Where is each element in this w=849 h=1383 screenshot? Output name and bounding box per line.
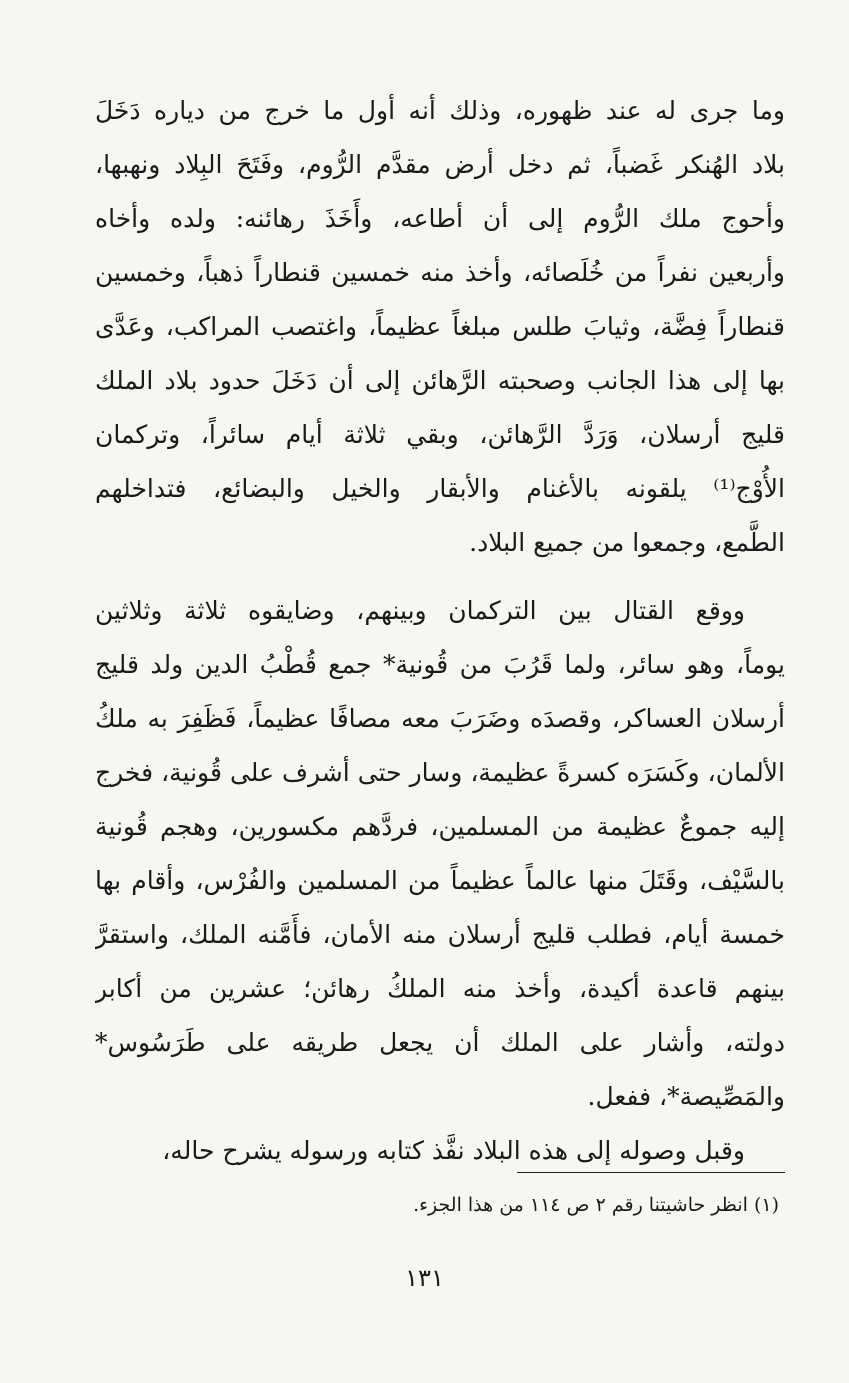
text-line: الطَّمع، وجمعوا من جميع البلاد.: [469, 528, 785, 557]
text-line: وأربعين نفراً من خُلَصائه، وأخذ منه خمسين قنطاراً ذهباً، وخمسين: [95, 258, 785, 287]
text-line: بالسَّيْف، وقَتَلَ منها عالماً عظيماً من المسلمين والفُرْس، وأقام بها: [95, 866, 785, 895]
text-line: الألمان، وكَسَرَه كسرةً عظيمة، وسار حتى أشرف على قُونية، فخرج: [95, 758, 785, 787]
page-number: ١٣١: [405, 1264, 444, 1292]
footnote: (١) انظر حاشيتنا رقم ٢ ص ١١٤ من هذا الجزء.: [413, 1194, 779, 1216]
text-line: بها إلى هذا الجانب وصحبته الرَّهائن إلى أن دَخَلَ حدود بلاد الملك: [95, 366, 785, 395]
text-line: قليج أرسلان، وَرَدَّ الرَّهائن، وبقي ثلاثة أيام سائراً، وتركمان: [95, 420, 785, 449]
text-line: خمسة أيام، فطلب قليج أرسلان منه الأمان، فأَمَّنه الملك، واستقرَّ: [95, 920, 785, 949]
paragraph-3: [95, 1124, 785, 1178]
text-line: وما جرى له عند ظهوره، وذلك أنه أول ما خرج من دياره دَخَلَ: [95, 96, 785, 125]
text-line: ووقع القتال بين التركمان وبينهم، وضايقوه ثلاثة وثلاثين: [95, 596, 745, 625]
text-line: والمَصِّيصة*، ففعل.: [587, 1082, 785, 1111]
text-line: قنطاراً فِضَّة، وثيابَ طلس مبلغاً عظيماً، واغتصب المراكب، وعَدَّى: [95, 312, 785, 341]
text-line: أرسلان العساكر، وقصدَه وضَرَبَ معه مصافًا عظيماً، فَظَفِرَ به ملكُ: [95, 704, 785, 733]
paragraph-1: [95, 84, 785, 570]
text-line: وقبل وصوله إلى هذه البلاد نفَّذ كتابه ورسوله يشرح حاله،: [162, 1136, 745, 1165]
paragraph-gap: [95, 570, 785, 584]
paragraph-2: [95, 584, 785, 1124]
text-line: يوماً، وهو سائر، ولما قَرُبَ من قُونية* جمع قُطْبُ الدين ولد قليج: [95, 650, 785, 679]
text-line: وأحوج ملك الرُّوم إلى أن أطاعه، وأَخَذَ رهائنه: ولده وأخاه: [95, 204, 785, 233]
text-line: بلاد الهُنكر غَضباً، ثم دخل أرض مقدَّم الرُّوم، وفَتَحَ البِلاد ونهبها،: [95, 150, 785, 179]
footnote-divider: [517, 1172, 785, 1173]
main-text: [95, 84, 785, 1178]
text-line: الأُوْج⁽¹⁾ يلقونه بالأغنام والأبقار والخيل والبضائع، فتداخلهم: [95, 474, 785, 503]
text-line: دولته، وأشار على الملك أن يجعل طريقه على طَرَسُوس*: [95, 1028, 785, 1057]
text-line: بينهم قاعدة أكيدة، وأخذ منه الملكُ رهائن؛ عشرين من أكابر: [95, 974, 785, 1003]
text-line: إليه جموعٌ عظيمة من المسلمين، فردَّهم مكسورين، وهجم قُونية: [95, 812, 785, 841]
